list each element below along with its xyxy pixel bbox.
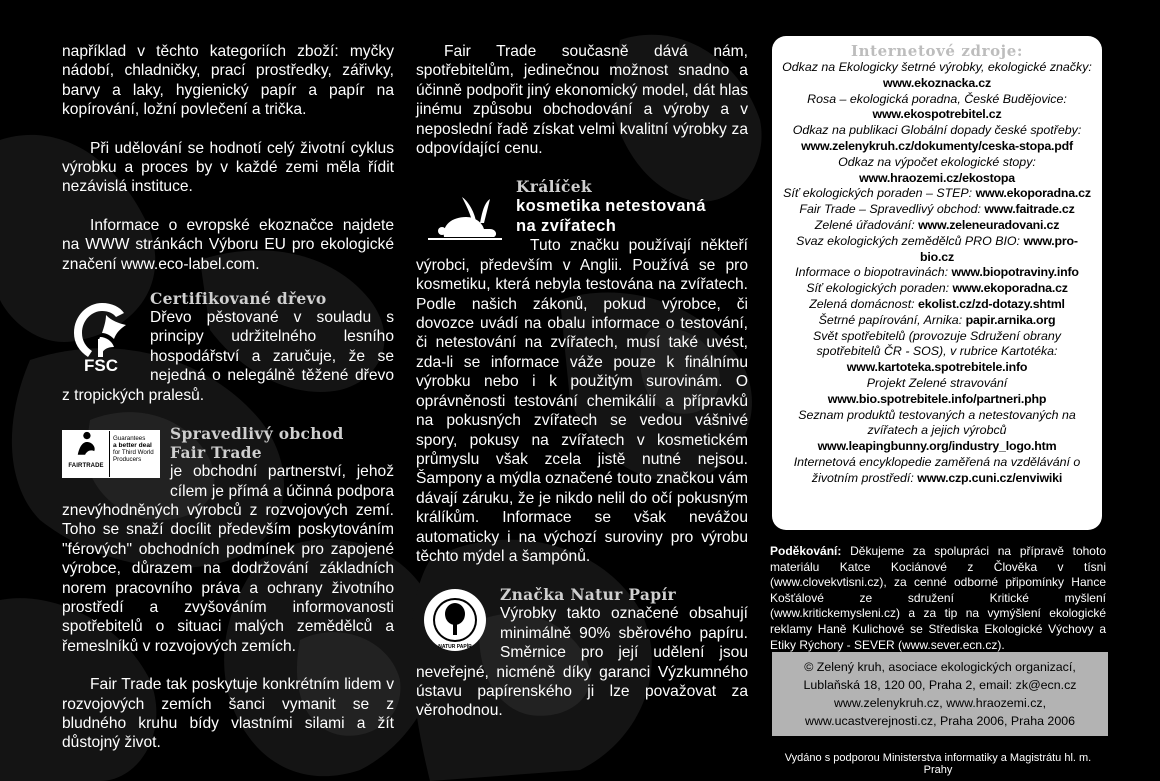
- rabbit-logo-icon: [424, 193, 506, 245]
- resource-item: [782, 60, 1092, 92]
- copyright-line-3: www.zelenykruh.cz, www.hraozemi.cz,: [833, 696, 1047, 710]
- fsc-section: [62, 289, 394, 405]
- resource-label: Síť ekologických poraden:: [806, 281, 953, 296]
- resource-item: [782, 297, 1092, 313]
- resource-item: [782, 329, 1092, 376]
- copyright-line-2: Lublaňská 18, 120 00, Praha 2, email: zk@ecn.cz: [803, 678, 1077, 692]
- rabbit-text: Tuto značku používají někteří výrobci, především v Anglii. Používá se pro kosmetiku, která nebyla testována na zvířatech. Podle našich zákonů, pokud výrobce, či dovozce uvádí na obalu informace o testování, či netestování na zvířatech, musí také uvést, zda-li se informace váže pouze k finálnímu výrobku nebo i k použitým surovinám. O oprávněnosti testování chemikálií a přípravků na pokusných zvířatech se vedou vášnivé spory, pokusy na zvířatech v kosmetickém průmyslu však zcela jistě nutné nejsou. Šampony a mýdla označené touto značkou vám dávají záruku, že je nikdo nelil do očí pokusným králíkům. Informace se však nevážou automaticky i na výchozí suroviny pro výrobu těchto mýdel a šampónů.: [416, 237, 748, 565]
- fsc-heading: Certifikované dřevo: [150, 289, 327, 309]
- support-note: Vydáno s podporou Ministerstva informatiky a Magistrátu hl. m. Prahy: [784, 752, 1092, 776]
- resource-item: [782, 313, 1092, 329]
- resource-label: Rosa – ekologická poradna, České Budějovice:: [807, 91, 1067, 106]
- resource-item: [782, 265, 1092, 281]
- fsc-logo-label: FSC: [84, 356, 118, 374]
- resource-item: [782, 376, 1092, 408]
- resource-label: Svaz ekologických zemědělců PRO BIO:: [796, 233, 1024, 248]
- resource-label: Seznam produktů testovaných a netestovaných na zvířatech a jejich výrobců: [798, 407, 1076, 438]
- resource-link[interactable]: www.czp.cuni.cz/enviwiki: [917, 470, 1063, 485]
- resource-item: [782, 455, 1092, 487]
- fairtrade-logo-line3: for Third World: [113, 449, 154, 457]
- resource-link[interactable]: www.leapingbunny.org/industry_logo.htm: [817, 439, 1057, 454]
- resource-label: Odkaz na Ekologicky šetrné výrobky, ekologické značky:: [782, 60, 1092, 74]
- fairtrade-section: [62, 424, 394, 656]
- acknowledgements-text: Děkujeme za spolupráci na přípravě tohoto materiálu Katce Kociánové z Člověka v tísni (www.clovekvtisni.cz), za cenné odborné připomínky Hance Košťálové ze sdružení Kritické myšlení (www.kritickemysleni.cz) a za tip na vymýšlení ekologické reklamy Haně Kulichové se Střediska Ekologické Výchovy a Etiky Rýchory - SEVER (www.sever.ecn.cz).: [770, 544, 1106, 652]
- resource-item: [782, 155, 1092, 187]
- natur-papir-seal-text: NATUR PAPÍR: [438, 644, 472, 651]
- fairtrade-logo-word: FAIRTRADE: [68, 462, 104, 469]
- resource-item: [782, 408, 1092, 455]
- fsc-tree-logo-icon: [62, 293, 140, 373]
- resource-link[interactable]: www.ekoporadna.cz: [975, 186, 1091, 201]
- natur-papir-seal-icon: [422, 587, 488, 653]
- fairtrade-logo-line1: Guarantees: [113, 435, 146, 443]
- fairtrade-figure-icon: [71, 431, 101, 457]
- copyright-box: [772, 652, 1108, 736]
- internet-resources-box: [772, 36, 1102, 530]
- resource-label: Internetová encyklopedie zaměřená na vzdělávání o životním prostředí:: [793, 454, 1081, 485]
- resource-item: [782, 92, 1092, 124]
- fairtrade-outro-paragraph: Fair Trade tak poskytuje konkrétním lidem v rozvojových zemích šanci vymanit se z bludného kruhu bídy vlastními silami a žít důstojný život.: [62, 676, 394, 752]
- resources-title: Internetové zdroje:: [851, 42, 1023, 60]
- copyright-line-1: © Zelený kruh, asociace ekologických organizací,: [804, 660, 1076, 674]
- intro-paragraph: například v těchto kategoriích zboží: myčky nádobí, chladničky, prací prostředky, zářivky, barvy a laky, hygienický papír a papír na kopírování, ložní povlečení a trička.: [62, 43, 394, 119]
- resource-label: Odkaz na publikaci Globální dopady české spotřeby:: [792, 123, 1082, 138]
- resource-link[interactable]: papir.arnika.org: [965, 312, 1056, 327]
- naturpapir-section: [416, 585, 748, 720]
- resource-label: Fair Trade – Spravedlivý obchod:: [799, 202, 985, 217]
- acknowledgements: [770, 544, 1106, 653]
- rabbit-heading: Králíček: [516, 177, 592, 197]
- resource-link[interactable]: www.hraozemi.cz/ekostopa: [859, 170, 1015, 185]
- fairtrade-heading: Spravedlivý obchod: [170, 424, 344, 444]
- resource-link[interactable]: www.kartoteka.spotrebitele.info: [846, 360, 1028, 375]
- resource-item: [782, 123, 1092, 155]
- resource-item: [782, 281, 1092, 297]
- resource-link[interactable]: www.bio.spotrebitele.info/partneri.php: [827, 391, 1047, 406]
- rabbit-section: [416, 177, 748, 566]
- resources-list: [782, 60, 1092, 487]
- resource-label: Zelená domácnost:: [809, 296, 919, 311]
- resource-item: [782, 186, 1092, 202]
- acknowledgements-label: Poděkování:: [770, 544, 842, 558]
- resource-label: Projekt Zelené stravování: [866, 375, 1008, 390]
- fairtrade-text: je obchodní partnerství, jehož cílem je přímá a účinná podpora znevýhodněných výrobců z rozvojových zemí. Toho se snaží docílit především poskytováním "férových" obchodních podmínek pro zapojené výrobce, důrazem na dodržování základních norem pracovního práva a ochrany životního prostředí a zvyšováním informovanosti spotřebitelů o situaci malých zemědělců a řemeslníků v rozvojových zemích.: [62, 463, 394, 655]
- resource-label: Informace o biopotravinách:: [795, 265, 952, 280]
- resource-link[interactable]: www.ekoznacka.cz: [883, 75, 991, 90]
- resource-label: Šetrné papírování, Arnika:: [818, 312, 966, 327]
- resource-label: Odkaz na výpočet ekologické stopy:: [838, 154, 1036, 169]
- resource-label: Síť ekologických poraden – STEP:: [783, 186, 976, 201]
- rabbit-subheading-2: na zvířatech: [516, 217, 617, 236]
- copyright-line-4: www.ucastverejnosti.cz, Praha 2006, Praha 2006: [805, 714, 1075, 728]
- resource-item: [782, 202, 1092, 218]
- fairtrade-logo-icon: [62, 430, 160, 478]
- fairtrade-logo-line2: a better deal: [113, 442, 152, 450]
- rabbit-subheading-1: kosmetika netestovaná: [516, 197, 706, 216]
- ecolabel-paragraph: Informace o evropské ekoznačce najdete na WWW stránkách Výboru EU pro ekologické značení www.eco-label.com.: [62, 216, 394, 273]
- left-column: [62, 42, 394, 772]
- fairtrade-consumer-paragraph: Fair Trade současně dává nám, spotřebitelům, jedinečnou možnost snadno a účinně podpořit jiný ekonomický model, dát hlas jinému způsobu obchodování a výroby a v neposlední řadě získat velmi kvalitní výrobky za odpovídající cenu.: [416, 43, 748, 158]
- resource-link[interactable]: www.faitrade.cz: [984, 202, 1075, 217]
- naturpapir-text: Výrobky takto označené obsahují minimálně 90% sběrového papíru. Směrnice pro její udělení jsou neveřejné, nicméně díky garanci Výzkumného ústavu papírenského ji lze považovat za věrohodnou.: [416, 605, 748, 720]
- resource-link[interactable]: www.ekospotrebitel.cz: [872, 107, 1002, 122]
- resource-link[interactable]: www.zeleneuradovani.cz: [918, 217, 1060, 232]
- resource-link[interactable]: www.ekoporadna.cz: [952, 281, 1068, 296]
- middle-column: [416, 42, 748, 721]
- resource-label: Zelené úřadování:: [814, 217, 919, 232]
- resource-link[interactable]: www.zelenykruh.cz/dokumenty/ceska-stopa.pdf: [801, 138, 1073, 153]
- resource-link[interactable]: ekolist.cz/zd-dotazy.shtml: [918, 296, 1065, 311]
- resource-link[interactable]: www.biopotraviny.info: [951, 265, 1079, 280]
- resource-label: Svět spotřebitelů (provozuje Sdružení obrany spotřebitelů ČR - SOS), v rubrice Kartotéka:: [813, 328, 1061, 359]
- fsc-text: Dřevo pěstované v souladu s principy udržitelného lesního hospodářství a zaručuje, že se nejedná o nelegálně těžené dřevo z tropických pralesů.: [62, 309, 394, 404]
- fairtrade-logo-line4: Producers: [113, 456, 142, 464]
- resource-item: [782, 234, 1092, 266]
- resource-link[interactable]: www.pro-bio.cz: [920, 233, 1078, 264]
- lifecycle-paragraph: Při udělování se hodnotí celý životní cyklus výrobku a proces by v každé zemi měla řídit nezávislá instituce.: [62, 139, 394, 196]
- naturpapir-heading: Značka Natur Papír: [500, 585, 677, 605]
- fairtrade-heading-2: Fair Trade: [170, 443, 262, 463]
- resource-item: [782, 218, 1092, 234]
